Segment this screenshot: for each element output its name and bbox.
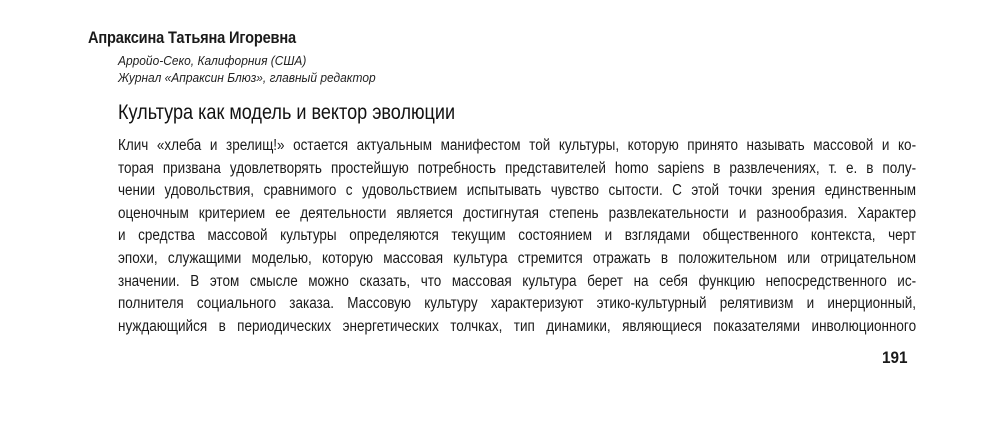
body-line: и средства массовой культуры определяются текущим состоянием и взглядами общественного контекста, черт xyxy=(118,227,917,245)
article-title: Культура как модель и вектор эволюции xyxy=(118,101,456,124)
body-line: нуждающийся в периодических энергетических толчках, тип динамики, являющиеся показателями инволюционного xyxy=(118,317,917,335)
author-name: Апраксина Татьяна Игоревна xyxy=(88,28,296,47)
body-line: полнителя социального заказа. Массовую культуру характеризуют этико-культурный релятивизм и инерционный, xyxy=(118,295,917,313)
page-number: 191 xyxy=(882,348,908,367)
author-location: Арройо-Секо, Калифорния (США) xyxy=(118,53,307,68)
body-line: оценочным критерием ее деятельности является достигнутая степень развлекательности и разнообразия. Характер xyxy=(118,204,917,222)
body-line: торая призвана удовлетворять простейшую потребность представителей homo sapiens в развлечениях, т. е. в полу- xyxy=(118,159,917,177)
body-line: чении удовольствия, сравнимого с удовольствием испытывать чувство сытости. С этой точки зрения единственным xyxy=(118,182,917,200)
body-line: эпохи, служащими моделью, которую массовая культура стремится отражать в положительном или отрицательном xyxy=(118,249,917,267)
cropped-previous-text-line xyxy=(0,0,1004,4)
author-position: Журнал «Апраксин Блюз», главный редактор xyxy=(118,70,376,85)
body-line: значении. В этом смысле можно сказать, что массовая культура берет на себя функцию непосредственного ис- xyxy=(118,272,917,290)
body-line: Клич «хлеба и зрелищ!» остается актуальным манифестом той культуры, которую принято называть массовой и ко- xyxy=(118,137,917,154)
article-body xyxy=(118,135,916,338)
